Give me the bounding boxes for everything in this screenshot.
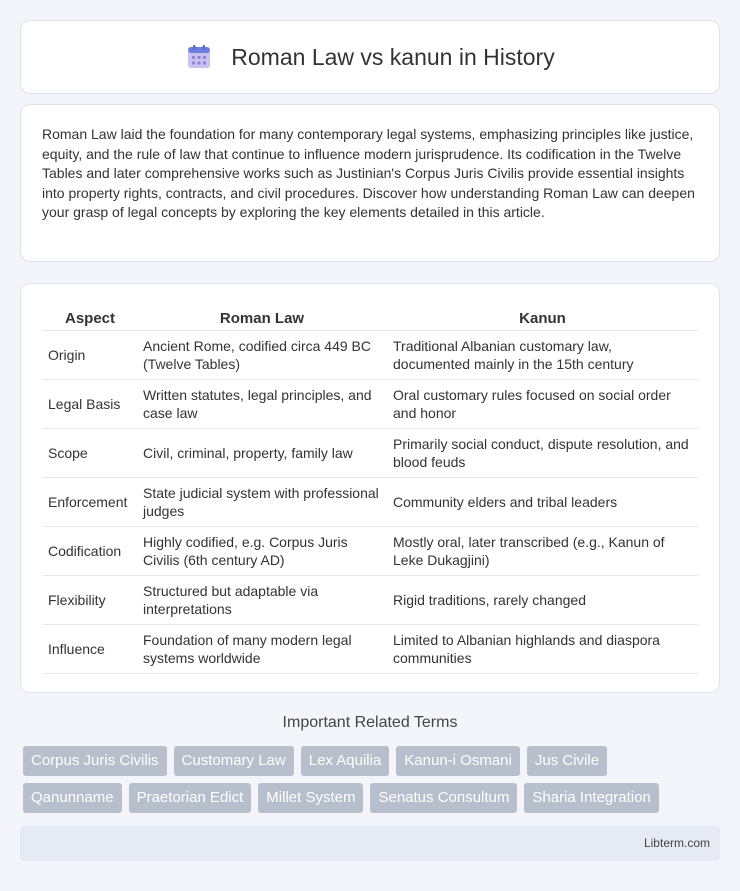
comparison-table <box>43 304 698 674</box>
aspect-cell: Scope <box>43 429 137 478</box>
roman-law-cell: Written statutes, legal principles, and case law <box>137 380 387 429</box>
table-row <box>43 331 698 380</box>
tag-kanun-i-osmani[interactable]: Kanun-i Osmani <box>396 746 520 776</box>
kanun-cell: Traditional Albanian customary law, documented mainly in the 15th century <box>387 331 698 380</box>
kanun-cell: Community elders and tribal leaders <box>387 478 698 527</box>
page-title: Roman Law vs kanun in History <box>231 43 555 70</box>
table-row <box>43 429 698 478</box>
header-kanun: Kanun <box>387 304 698 331</box>
kanun-cell: Mostly oral, later transcribed (e.g., Kanun of Leke Dukagjini) <box>387 527 698 576</box>
footer <box>20 826 720 861</box>
table-row <box>43 527 698 576</box>
related-terms-list <box>23 746 723 820</box>
tag-senatus-consultum[interactable]: Senatus Consultum <box>370 783 517 813</box>
aspect-cell: Legal Basis <box>43 380 137 429</box>
intro-text: Roman Law laid the foundation for many contemporary legal systems, emphasizing principles like justice, equity, and the rule of law that continue to influence modern jurisprudence. Its codification in the Twelve Tables and later comprehensive works such as Justinian's Corpus Juris Civilis provide essential insights into property rights, contracts, and civil procedures. Discover how understanding Roman Law can deepen your grasp of legal concepts by exploring the key elements detailed in this article. <box>42 126 695 221</box>
table-header-row <box>43 304 698 331</box>
aspect-cell: Influence <box>43 625 137 674</box>
tag-qanunname[interactable]: Qanunname <box>23 783 122 813</box>
roman-law-cell: Civil, criminal, property, family law <box>137 429 387 478</box>
tag-corpus-juris-civilis[interactable]: Corpus Juris Civilis <box>23 746 167 776</box>
footer-site-link[interactable]: Libterm.com <box>643 836 710 850</box>
aspect-cell: Enforcement <box>43 478 137 527</box>
tag-sharia-integration[interactable]: Sharia Integration <box>524 783 658 813</box>
calendar-icon <box>185 43 213 71</box>
tag-lex-aquilia[interactable]: Lex Aquilia <box>301 746 390 776</box>
kanun-cell: Oral customary rules focused on social order and honor <box>387 380 698 429</box>
header-roman-law: Roman Law <box>137 304 387 331</box>
kanun-cell: Limited to Albanian highlands and diaspora communities <box>387 625 698 674</box>
intro-card <box>20 104 720 262</box>
tag-praetorian-edict[interactable]: Praetorian Edict <box>129 783 252 813</box>
aspect-cell: Flexibility <box>43 576 137 625</box>
roman-law-cell: Ancient Rome, codified circa 449 BC (Twelve Tables) <box>137 331 387 380</box>
tag-row <box>23 783 723 813</box>
tag-millet-system[interactable]: Millet System <box>258 783 363 813</box>
related-terms-title: Important Related Terms <box>282 714 458 731</box>
header-aspect: Aspect <box>43 304 137 331</box>
roman-law-cell: State judicial system with professional judges <box>137 478 387 527</box>
aspect-cell: Codification <box>43 527 137 576</box>
comparison-card <box>20 283 720 693</box>
tag-customary-law[interactable]: Customary Law <box>174 746 294 776</box>
kanun-cell: Primarily social conduct, dispute resolution, and blood feuds <box>387 429 698 478</box>
roman-law-cell: Structured but adaptable via interpretations <box>137 576 387 625</box>
kanun-cell: Rigid traditions, rarely changed <box>387 576 698 625</box>
table-row <box>43 478 698 527</box>
header-card <box>20 20 720 94</box>
aspect-cell: Origin <box>43 331 137 380</box>
table-row <box>43 576 698 625</box>
roman-law-cell: Foundation of many modern legal systems worldwide <box>137 625 387 674</box>
roman-law-cell: Highly codified, e.g. Corpus Juris Civilis (6th century AD) <box>137 527 387 576</box>
table-row <box>43 380 698 429</box>
tag-jus-civile[interactable]: Jus Civile <box>527 746 607 776</box>
table-row <box>43 625 698 674</box>
tag-row <box>23 746 723 776</box>
